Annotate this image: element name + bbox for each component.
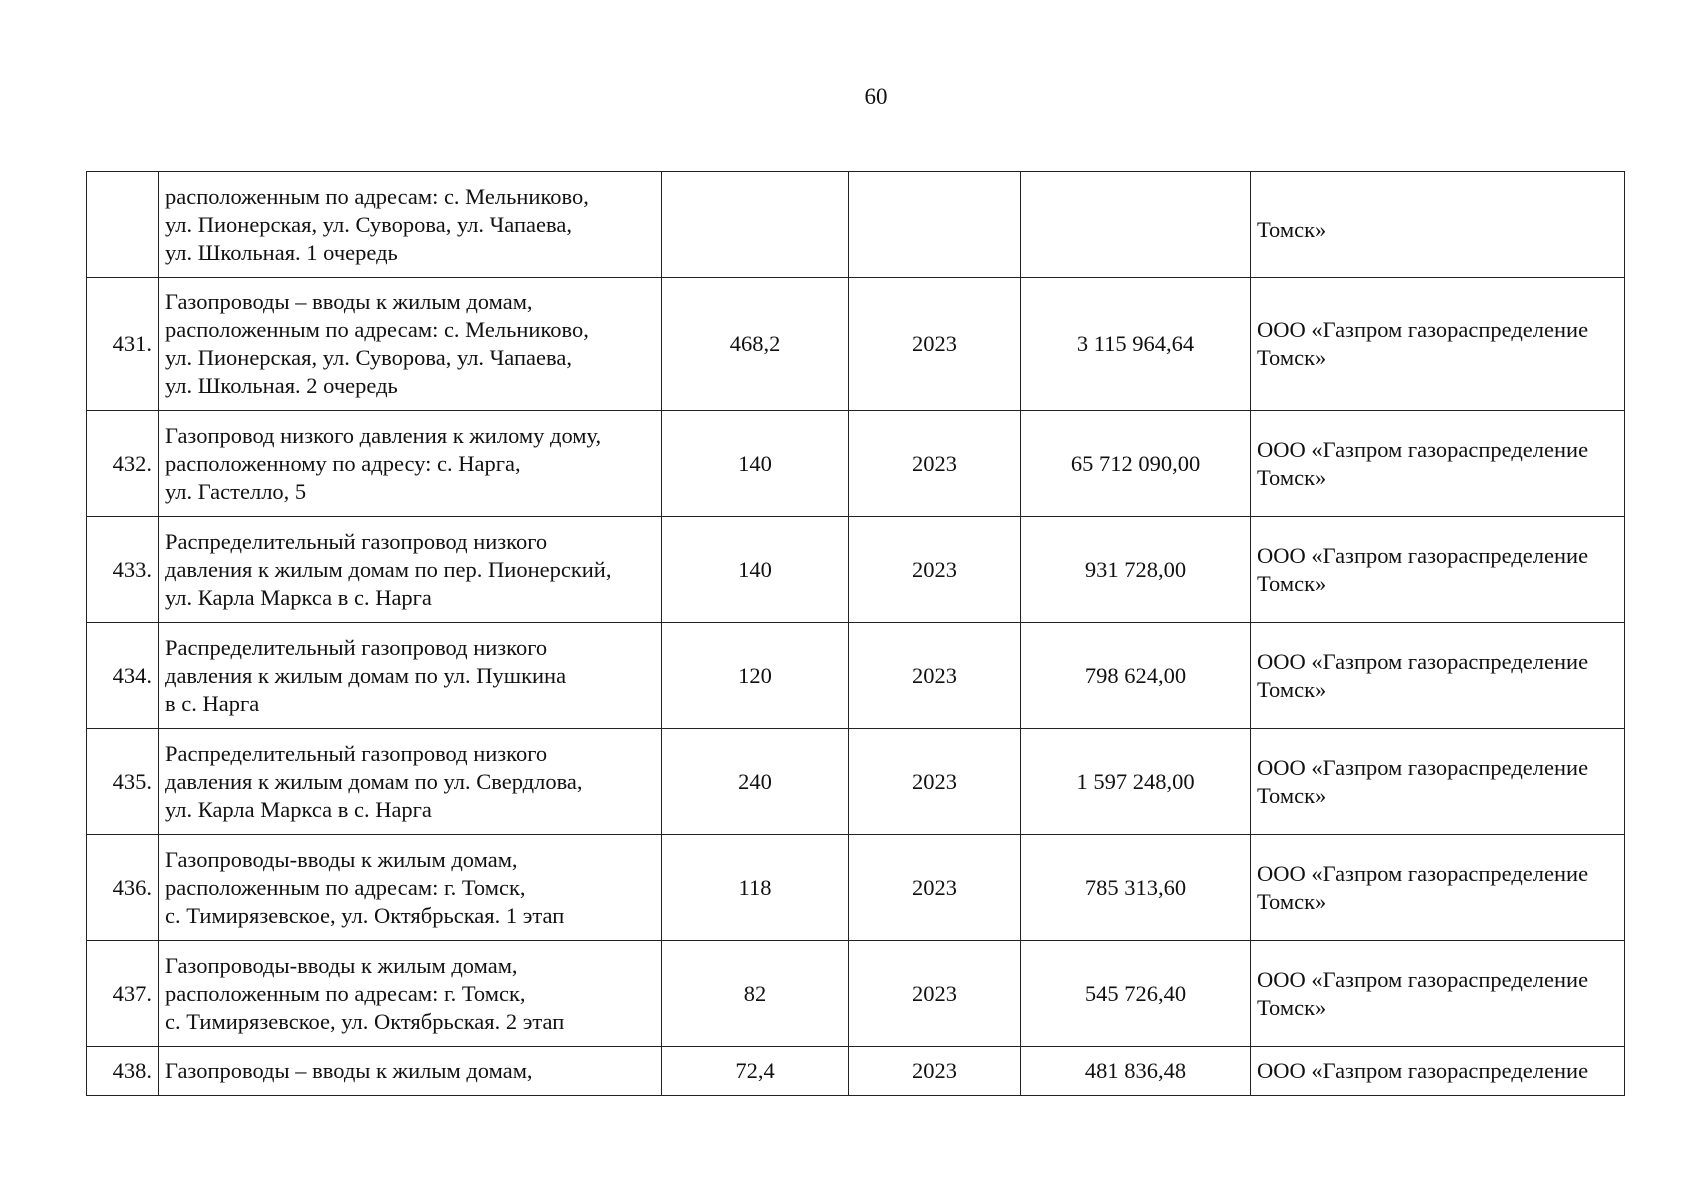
cost: 545 726,40 bbox=[1021, 941, 1251, 1047]
organization: ООО «Газпром газораспределение Томск» bbox=[1251, 517, 1625, 623]
organization: ООО «Газпром газораспределение Томск» bbox=[1251, 941, 1625, 1047]
row-number: 435. bbox=[87, 729, 159, 835]
cost: 65 712 090,00 bbox=[1021, 411, 1251, 517]
pipeline-length: 82 bbox=[662, 941, 849, 1047]
object-name: Газопроводы – вводы к жилым домам, bbox=[159, 1047, 662, 1096]
row-number: 434. bbox=[87, 623, 159, 729]
organization: ООО «Газпром газораспределение bbox=[1251, 1047, 1625, 1096]
organization: ООО «Газпром газораспределение Томск» bbox=[1251, 278, 1625, 411]
organization: ООО «Газпром газораспределение Томск» bbox=[1251, 623, 1625, 729]
table-row bbox=[87, 623, 1625, 729]
object-name: Распределительный газопровод низкого давления к жилым домам по ул. Пушкина в с. Нарга bbox=[159, 623, 662, 729]
organization: ООО «Газпром газораспределение Томск» bbox=[1251, 729, 1625, 835]
object-name: Распределительный газопровод низкого давления к жилым домам по пер. Пионерский, ул. Карла Маркса в с. Нарга bbox=[159, 517, 662, 623]
row-number: 433. bbox=[87, 517, 159, 623]
object-name: Газопроводы – вводы к жилым домам, расположенным по адресам: с. Мельниково, ул. Пионерская, ул. Суворова, ул. Чапаева, ул. Школьная. 2 очередь bbox=[159, 278, 662, 411]
organization: Томск» bbox=[1251, 172, 1625, 278]
pipeline-length: 118 bbox=[662, 835, 849, 941]
cost: 3 115 964,64 bbox=[1021, 278, 1251, 411]
pipeline-length: 72,4 bbox=[662, 1047, 849, 1096]
object-name: Газопроводы-вводы к жилым домам, расположенным по адресам: г. Томск, с. Тимирязевское, ул. Октябрьская. 1 этап bbox=[159, 835, 662, 941]
pipeline-length: 120 bbox=[662, 623, 849, 729]
row-number: 437. bbox=[87, 941, 159, 1047]
year: 2023 bbox=[849, 411, 1021, 517]
object-name: Газопровод низкого давления к жилому дому, расположенному по адресу: с. Нарга, ул. Гастелло, 5 bbox=[159, 411, 662, 517]
table-row bbox=[87, 172, 1625, 278]
cost bbox=[1021, 172, 1251, 278]
cost: 798 624,00 bbox=[1021, 623, 1251, 729]
pipeline-length: 140 bbox=[662, 517, 849, 623]
object-name: Распределительный газопровод низкого давления к жилым домам по ул. Свердлова, ул. Карла Маркса в с. Нарга bbox=[159, 729, 662, 835]
table-row bbox=[87, 941, 1625, 1047]
cost: 1 597 248,00 bbox=[1021, 729, 1251, 835]
table-row bbox=[87, 411, 1625, 517]
row-number: 432. bbox=[87, 411, 159, 517]
pipeline-length: 140 bbox=[662, 411, 849, 517]
year: 2023 bbox=[849, 278, 1021, 411]
organization: ООО «Газпром газораспределение Томск» bbox=[1251, 835, 1625, 941]
year: 2023 bbox=[849, 517, 1021, 623]
table-row bbox=[87, 278, 1625, 411]
table-row bbox=[87, 835, 1625, 941]
pipeline-length bbox=[662, 172, 849, 278]
organization: ООО «Газпром газораспределение Томск» bbox=[1251, 411, 1625, 517]
object-name: Газопроводы-вводы к жилым домам, расположенным по адресам: г. Томск, с. Тимирязевское, ул. Октябрьская. 2 этап bbox=[159, 941, 662, 1047]
cost: 785 313,60 bbox=[1021, 835, 1251, 941]
cost: 931 728,00 bbox=[1021, 517, 1251, 623]
year: 2023 bbox=[849, 1047, 1021, 1096]
object-name: расположенным по адресам: с. Мельниково, ул. Пионерская, ул. Суворова, ул. Чапаева, ул. Школьная. 1 очередь bbox=[159, 172, 662, 278]
cost: 481 836,48 bbox=[1021, 1047, 1251, 1096]
year: 2023 bbox=[849, 835, 1021, 941]
row-number: 436. bbox=[87, 835, 159, 941]
year: 2023 bbox=[849, 623, 1021, 729]
year: 2023 bbox=[849, 941, 1021, 1047]
row-number bbox=[87, 172, 159, 278]
row-number: 431. bbox=[87, 278, 159, 411]
row-number: 438. bbox=[87, 1047, 159, 1096]
objects-table bbox=[86, 171, 1625, 1096]
table-row bbox=[87, 517, 1625, 623]
table-row bbox=[87, 1047, 1625, 1096]
table-row bbox=[87, 729, 1625, 835]
pipeline-length: 240 bbox=[662, 729, 849, 835]
page-number: 60 bbox=[864, 84, 888, 109]
pipeline-length: 468,2 bbox=[662, 278, 849, 411]
year bbox=[849, 172, 1021, 278]
year: 2023 bbox=[849, 729, 1021, 835]
